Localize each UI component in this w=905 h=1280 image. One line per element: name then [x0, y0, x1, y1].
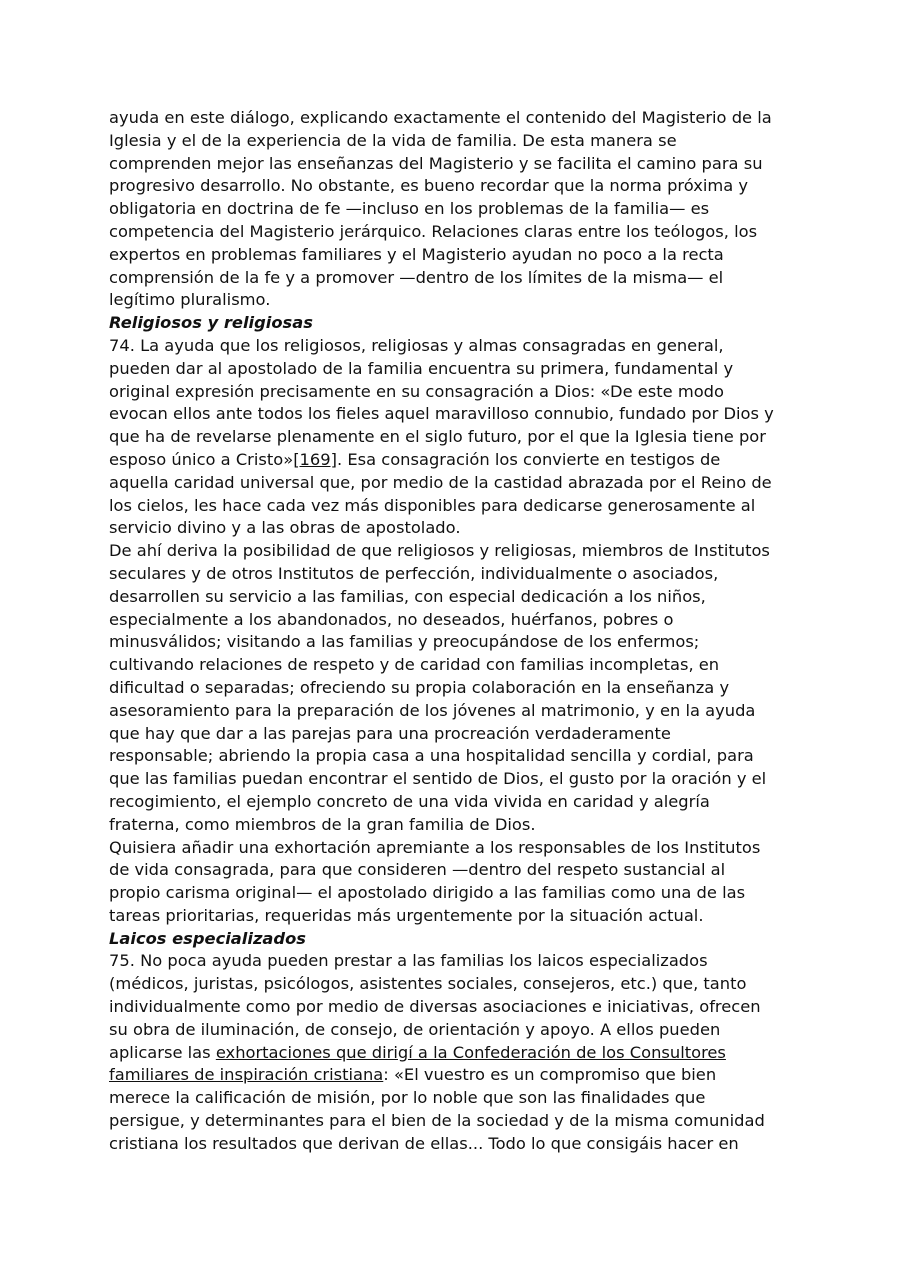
text-span: progresivo desarrollo. No obstante, es bueno recordar que la norma próxima y	[109, 176, 749, 196]
text-line	[109, 563, 774, 586]
text-span: de vida consagrada, para que consideren —dentro del respeto sustancial al	[109, 860, 726, 880]
text-span: legítimo pluralismo.	[109, 290, 271, 310]
text-line	[109, 175, 774, 198]
text-line	[109, 677, 774, 700]
text-span: aplicarse las	[109, 1042, 216, 1062]
text-span: 74. La ayuda que los religiosos, religiosas y almas consagradas en general,	[109, 335, 724, 355]
text-span: que ha de revelarse plenamente en el siglo futuro, por el que la Iglesia tiene por	[109, 427, 766, 447]
text-span: recogimiento, el ejemplo concreto de una vida vivida en caridad y alegría	[109, 791, 710, 811]
text-span: minusválidos; visitando a las familias y preocupándose de los enfermos;	[109, 632, 700, 652]
text-span: individualmente como por medio de diversas asociaciones e iniciativas, ofrecen	[109, 997, 761, 1017]
text-line	[109, 723, 774, 746]
text-span: esposo único a Cristo»	[109, 449, 294, 469]
text-line	[109, 335, 774, 358]
text-line	[109, 586, 774, 609]
text-line	[109, 472, 774, 495]
text-line	[109, 791, 774, 814]
reference-link[interactable]: familiares de inspiración cristiana	[109, 1065, 384, 1085]
text-span: persigue, y determinantes para el bien de la sociedad y de la misma comunidad	[109, 1111, 765, 1131]
text-span: fraterna, como miembros de la gran familia de Dios.	[109, 814, 536, 834]
text-line	[109, 381, 774, 404]
text-span: dificultad o separadas; ofreciendo su propia colaboración en la enseñanza y	[109, 677, 730, 697]
text-span: propio carisma original— el apostolado dirigido a las familias como una de las	[109, 883, 746, 903]
text-line	[109, 198, 774, 221]
text-line	[109, 768, 774, 791]
text-line	[109, 107, 774, 130]
text-span: merece la calificación de misión, por lo noble que son las finalidades que	[109, 1088, 706, 1108]
section-heading	[109, 928, 774, 951]
text-line	[109, 950, 774, 973]
text-line	[109, 221, 774, 244]
text-span: Iglesia y el de la experiencia de la vida de familia. De esta manera se	[109, 130, 677, 150]
text-span: que las familias puedan encontrar el sentido de Dios, el gusto por la oración y el	[109, 769, 767, 789]
text-line	[109, 1042, 774, 1065]
text-span: los cielos, les hace cada vez más disponibles para dedicarse generosamente al	[109, 495, 756, 515]
text-span: cultivando relaciones de respeto y de caridad con familias incompletas, en	[109, 655, 720, 675]
text-line	[109, 631, 774, 654]
text-span: desarrollen su servicio a las familias, con especial dedicación a los niños,	[109, 586, 706, 606]
text-span: 75. No poca ayuda pueden prestar a las familias los laicos especializados	[109, 951, 708, 971]
text-span: Religiosos y religiosas	[109, 313, 313, 333]
text-line	[109, 426, 774, 449]
text-line	[109, 358, 774, 381]
text-span: original expresión precisamente en su consagración a Dios: «De este modo	[109, 381, 724, 401]
text-span: Laicos especializados	[109, 928, 306, 948]
reference-link[interactable]: exhortaciones que dirigí a la Confederación de los Consultores	[215, 1042, 726, 1062]
text-line	[109, 905, 774, 928]
text-span: su obra de iluminación, de consejo, de orientación y apoyo. A ellos pueden	[109, 1019, 721, 1039]
text-span: ayuda en este diálogo, explicando exactamente el contenido del Magisterio de la	[109, 108, 772, 127]
text-line	[109, 517, 774, 540]
text-line	[109, 859, 774, 882]
text-span: : «El vuestro es un compromiso que bien	[383, 1065, 717, 1085]
text-span: que hay que dar a las parejas para una procreación verdaderamente	[109, 723, 671, 743]
text-line	[109, 1019, 774, 1042]
text-line	[109, 495, 774, 518]
document-page	[109, 107, 774, 1156]
text-span: De ahí deriva la posibilidad de que religiosos y religiosas, miembros de Institutos	[109, 541, 770, 561]
text-line	[109, 403, 774, 426]
text-line	[109, 153, 774, 176]
text-span: pueden dar al apostolado de la familia encuentra su primera, fundamental y	[109, 358, 734, 378]
text-line	[109, 1133, 774, 1156]
text-line	[109, 244, 774, 267]
text-line	[109, 609, 774, 632]
text-line	[109, 837, 774, 860]
text-line	[109, 654, 774, 677]
text-span: comprenden mejor las enseñanzas del Magisterio y se facilita el camino para su	[109, 153, 763, 173]
text-span: responsable; abriendo la propia casa a una hospitalidad sencilla y cordial, para	[109, 746, 754, 766]
text-line	[109, 700, 774, 723]
text-span: asesoramiento para la preparación de los jóvenes al matrimonio, y en la ayuda	[109, 700, 756, 720]
reference-link[interactable]: [169]	[293, 449, 337, 469]
text-line	[109, 996, 774, 1019]
text-line	[109, 1110, 774, 1133]
text-span: comprensión de la fe y a promover —dentro de los límites de la misma— el	[109, 267, 724, 287]
text-line	[109, 973, 774, 996]
text-span: servicio divino y a las obras de apostolado.	[109, 518, 461, 538]
text-line	[109, 449, 774, 472]
text-span: obligatoria en doctrina de fe —incluso en los problemas de la familia— es	[109, 199, 710, 219]
text-span: especialmente a los abandonados, no deseados, huérfanos, pobres o	[109, 609, 674, 629]
text-span: evocan ellos ante todos los fieles aquel maravilloso connubio, fundado por Dios y	[109, 404, 774, 424]
text-span: aquella caridad universal que, por medio de la castidad abrazada por el Reino de	[109, 472, 772, 492]
text-line	[109, 540, 774, 563]
text-line	[109, 882, 774, 905]
text-line	[109, 1087, 774, 1110]
text-span: (médicos, juristas, psicólogos, asistentes sociales, consejeros, etc.) que, tanto	[109, 974, 747, 994]
text-span: seculares y de otros Institutos de perfección, individualmente o asociados,	[109, 563, 719, 583]
text-line	[109, 130, 774, 153]
text-line	[109, 267, 774, 290]
text-span: cristiana los resultados que derivan de ellas... Todo lo que consigáis hacer en	[109, 1133, 739, 1153]
text-span: . Esa consagración los convierte en testigos de	[336, 449, 721, 469]
text-span: Quisiera añadir una exhortación apremiante a los responsables de los Institutos	[109, 837, 761, 857]
text-line	[109, 289, 774, 312]
section-heading	[109, 312, 774, 335]
text-span: competencia del Magisterio jerárquico. Relaciones claras entre los teólogos, los	[109, 221, 758, 241]
text-line	[109, 745, 774, 768]
text-line	[109, 814, 774, 837]
text-span: tareas prioritarias, requeridas más urgentemente por la situación actual.	[109, 905, 704, 925]
text-line	[109, 1064, 774, 1087]
text-span: expertos en problemas familiares y el Magisterio ayudan no poco a la recta	[109, 244, 724, 264]
